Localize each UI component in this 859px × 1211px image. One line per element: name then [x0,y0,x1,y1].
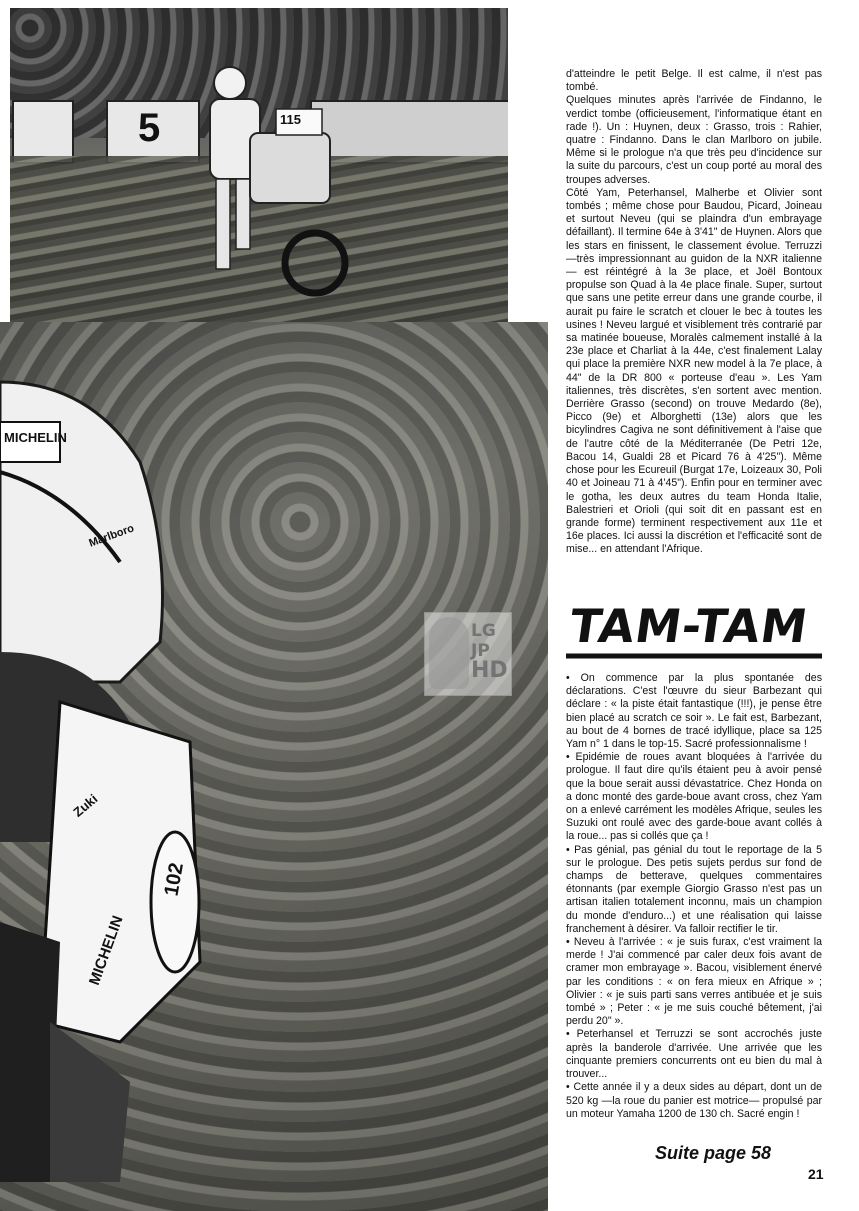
article-column [566,68,822,557]
article-paragraph: Quelques minutes après l'arrivée de Findanno, le verdict tombe (officieusement, l'informatique étant en rade !). Un : Huynen, deux : Grasso, trois : Rahier, quatre : Findanno. Dans le clan Marlboro on jubile. Même si le prologue n'a que très peu d'incidence sur la suite du parcours, c'est un coup porté au moral des troupes adverses. [566,94,822,186]
tamtam-item: • Peterhansel et Terruzzi se sont accrochés juste après la banderole d'arrivée. Une arrivée que les cinquante premiers concurrents ont eu bien du mal à trouver... [566,1028,822,1081]
tamtam-item: • Epidémie de roues avant bloquées à l'arrivée du prologue. Il faut dire qu'ils étaient peu à avoir pensé que la boue serait aussi dévastatrice. Chez Honda on a donc monté des garde-boue avant cross, chez Yam on a enlevé carrément les modèles Afrique, seules les Suzuki ont roulé avec des garde-boue avant collés à la roue... pas si collés que ça ! [566,751,822,843]
watermark-face-icon [429,617,469,689]
jersey-text-michelin: MICHELIN [4,430,67,445]
main-photo [0,322,548,1211]
watermark-line1: LG [471,621,496,641]
watermark-logo [424,612,512,696]
tamtam-column [566,672,822,1121]
jersey-text-marlboro: Marlboro [87,522,136,550]
tamtam-item: • On commence par la plus spontanée des déclarations. C'est l'œuvre du sieur Barbezant qui déclare : « la piste était fantastique (!!!), je pense être bien placé au scratch ce soir ». Le fait est, Barbezant, au bout de 4 bornes de tracé idyllique, place sa 125 Yam n° 1 dans le top-15. Sacré professionnalisme ! [566,672,822,751]
article-paragraph: d'atteindre le petit Belge. Il est calme, il n'est pas tombé. [566,68,822,94]
tamtam-item: • Neveu à l'arrivée : « je suis furax, c'est vraiment la merde ! J'ai commencé par caler deux fois avant de cramer mon embrayage ». Bacou, visiblement énervé par les conditions : « on fera mieux en Afrique » ; Olivier : « je suis parti sans verres antibuée et je suis tombé » ; Peter : « je me suis couché bêtement, j'ai perdu 20" ». [566,936,822,1028]
bike-brand-michelin: MICHELIN [85,913,127,988]
banner-left [12,100,74,164]
rider-motorcycle-top [180,63,350,303]
bike-text-zuki: Zuki [70,791,101,820]
tamtam-heading [566,590,822,664]
top-photo [10,8,508,346]
continued-note: Suite page 58 [655,1143,772,1163]
bike-plate-number: 102 [160,861,188,898]
tamtam-item: • Cette année il y a deux sides au départ, dont un de 520 kg —la roue du panier est motrice— propulsé par un moteur Yamaha 1200 de 130 ch. Sacré engin ! [566,1081,822,1120]
watermark-line2: JP [471,641,490,661]
rider-motorcycle-main [0,322,548,1211]
page-number: 21 [808,1166,824,1182]
tamtam-item: • Pas génial, pas génial du tout le reportage de la 5 sur le prologue. Des petis sujets perdus sur fond de champs de betterave, quelques commentaires étonnants (par exemple Giorgio Grasso n'est pas un artisan italien totalement inconnu, mais un champion du monde d'enduro...) et une réalisation qui laisse franchement à désirer. Va falloir rectifier le tir. [566,843,822,935]
tamtam-title: TAM-TAM [566,599,812,653]
number-plate-top: 115 [280,112,301,127]
article-paragraph: Côté Yam, Peterhansel, Malherbe et Olivier sont tombés ; même chose pour Baudou, Picard, Joineau et surtout Neveu (qui se plaindra d'un embrayage défaillant). Il termine 64e à 3'41" de Huynen. Alors que les stars en finissent, le classement évolue. Terruzzi —très impressionnant au guidon de la NXR italienne— est réintégré à la 3e place, et Joël Bontoux propulse son Quad à la 4e place finale. Super, surtout que sans une petite erreur dans une grande courbe, il aurait pu faire le scratch et clouer le bec à toutes les usines ! Neveu largué et visiblement très contrarié par sa matinée boueuse, Moralès calmement installé à la 23e place et Charliat à la 44e, c'est finalement Lalay qui place la première NXR new model à la 7e place, à 44" de la DR 800 « porteuse d'eau ». Les Yam italiennes, très discrètes, s'en sortent avec mention. Derrière Grasso (second) on trouve Medardo (8e), Picco (9e) et Alborghetti (13e) alors que les bicylindres Cagiva ne sont définitivement à l'aise que de l'autre côté de la Méditerranée (De Petri 12e, Bacou 14, Gualdi 28 et Picard 76 à 4'25"). Même chose pour les Ecureuil (Burgat 17e, Loizeaux 30, Poli 40 et Joineau 71 à 4'45"). Enfin pour en terminer avec le gotha, les deux autres du team Honda Italie, Balestrieri et Orioli (qui soit dit en passant est en grande forme) terminent respectivement aux 11e et 16e places. Ici aussi la discrétion et l'efficacité sont de mise... en attendant l'Afrique. [566,186,822,556]
banner-number-text: 5 [138,106,161,150]
watermark-text [471,621,508,681]
watermark-line3: HD [471,658,508,683]
